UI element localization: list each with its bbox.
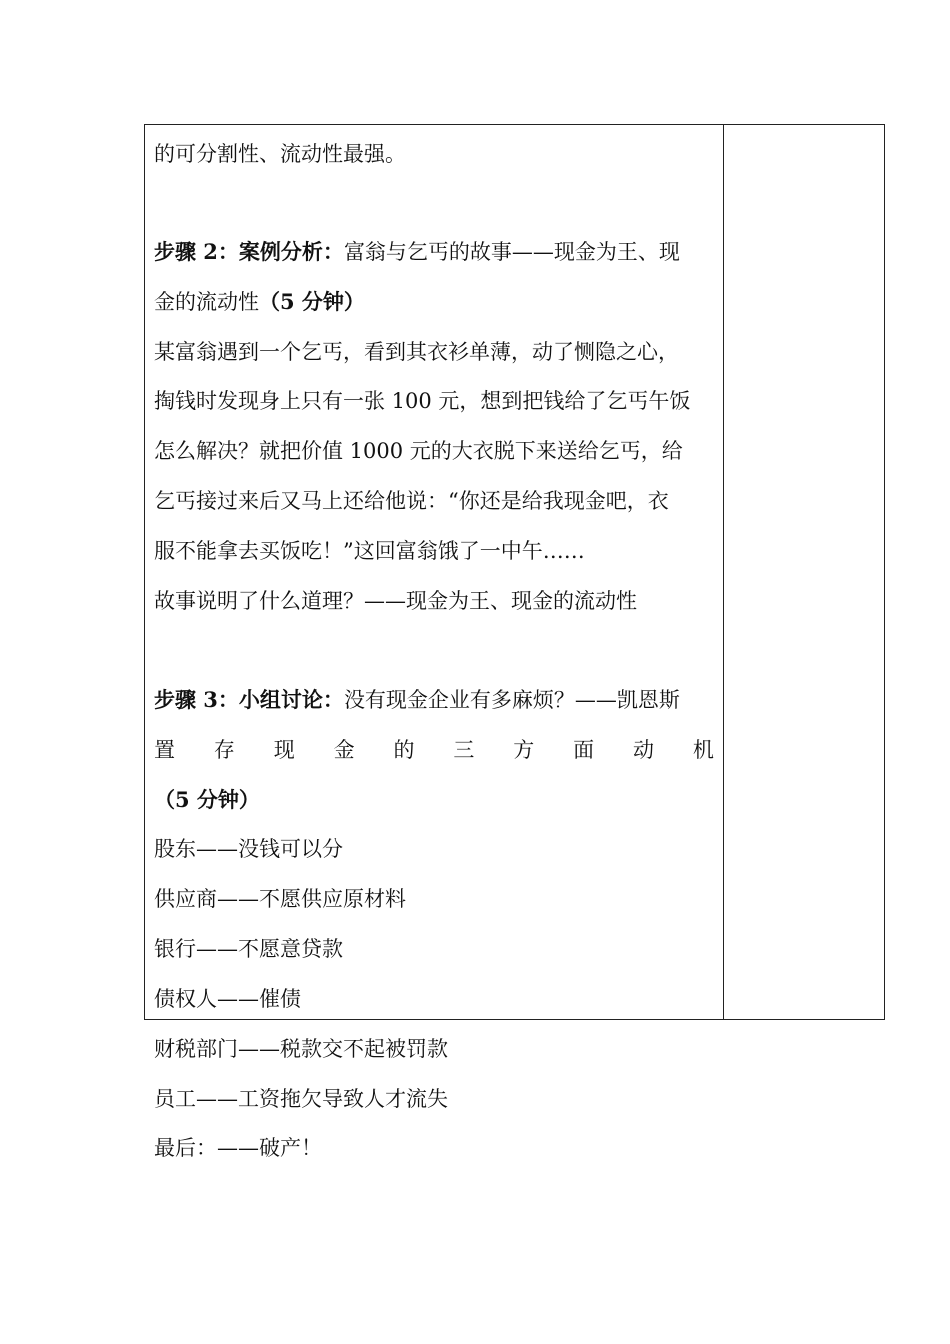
step2-cont: 金的流动性 [154, 290, 259, 314]
list-item: 银行——不愿意贷款 [154, 937, 343, 961]
spread-char: 的 [393, 738, 415, 762]
list-item: 债权人——催债 [154, 987, 301, 1011]
side-cell [724, 125, 885, 1019]
spread-char: 现 [273, 738, 295, 762]
step3-heading [154, 685, 714, 715]
spread-char: 方 [513, 738, 535, 762]
lesson-table [144, 124, 885, 1160]
step2-heading-cont [154, 287, 714, 317]
list-item: 供应商——不愿供应原材料 [154, 887, 406, 911]
list-item: 财税部门——税款交不起被罚款 [154, 1037, 448, 1061]
text-line: 的可分割性、流动性最强。 [154, 142, 406, 166]
step3-time: （5 分钟） [154, 787, 260, 812]
spread-char: 面 [573, 738, 595, 762]
spread-char: 动 [633, 738, 654, 762]
story-line: 某富翁遇到一个乞丐，看到其衣衫单薄，动了恻隐之心， [154, 340, 679, 364]
step3-spread-line [154, 735, 714, 765]
list-item: 最后：——破产！ [154, 1136, 322, 1160]
story-line: 服不能拿去买饭吃！”这回富翁饿了一中午…… [154, 539, 585, 563]
step3-label: 步骤 3：小组讨论： [154, 687, 344, 712]
spread-char: 置 [154, 738, 175, 762]
spread-char: 金 [333, 738, 355, 762]
step2-text: 富翁与乞丐的故事——现金为王、现 [343, 240, 680, 264]
spread-char: 三 [453, 738, 475, 762]
step2-heading [154, 237, 714, 267]
story-line: 故事说明了什么道理？——现金为王、现金的流动性 [154, 589, 637, 613]
step2-time: （5 分钟） [259, 289, 365, 314]
list-item: 股东——没钱可以分 [154, 837, 343, 861]
spread-char: 机 [692, 738, 714, 762]
step2-label: 步骤 2：案例分析： [154, 239, 344, 264]
content-cell [145, 125, 723, 1160]
spread-char: 存 [213, 738, 235, 762]
story-line: 怎么解决？就把价值 1000 元的大衣脱下来送给乞丐，给 [154, 439, 683, 463]
list-item: 员工——工资拖欠导致人才流失 [154, 1087, 448, 1111]
story-line: 乞丐接过来后又马上还给他说：“你还是给我现金吧，衣 [154, 489, 669, 513]
story-line: 掏钱时发现身上只有一张 100 元，想到把钱给了乞丐午饭 [154, 389, 691, 413]
step3-text: 没有现金企业有多麻烦？——凯恩斯 [343, 688, 680, 712]
